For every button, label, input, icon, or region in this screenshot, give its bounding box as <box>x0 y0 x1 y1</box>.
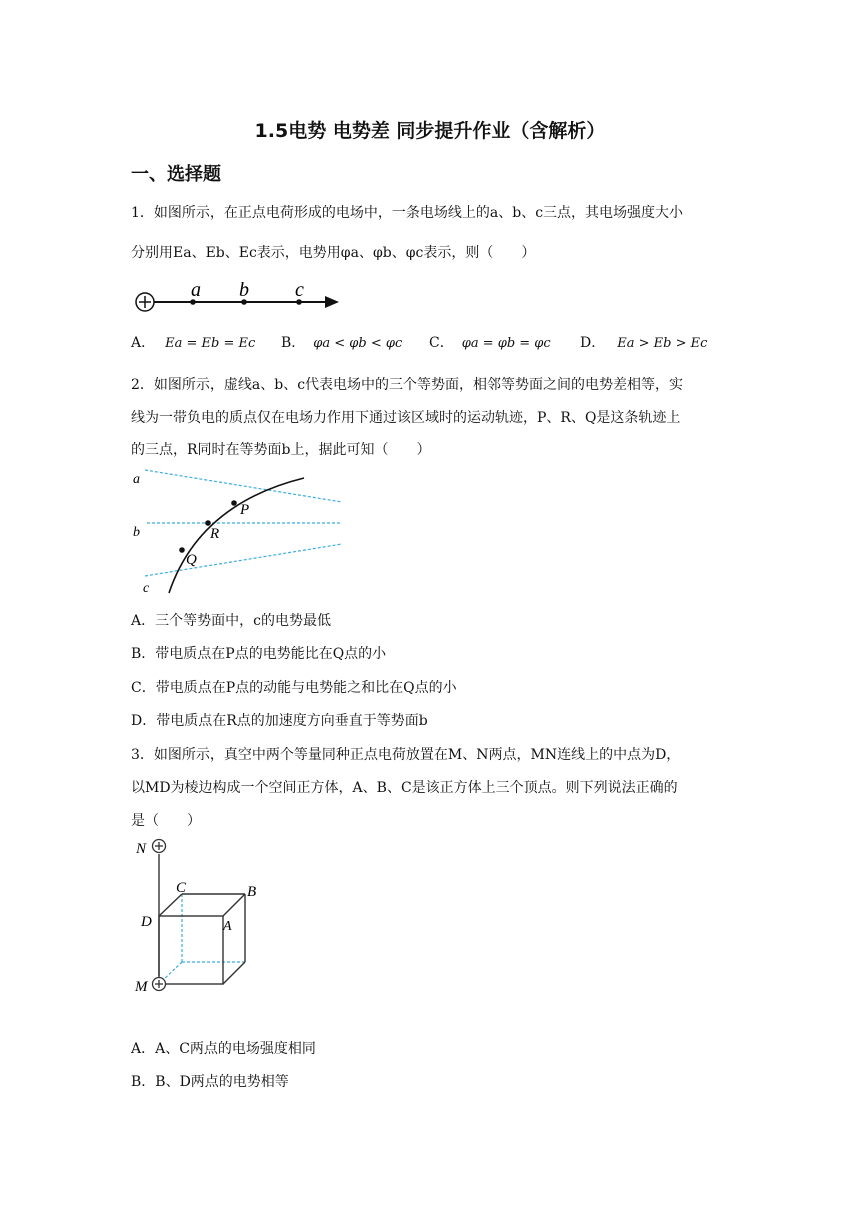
q3-figure <box>131 834 271 1000</box>
section-heading: 一、选择题 <box>131 164 221 185</box>
q2-option-a[interactable]: A．三个等势面中，c的电势最低 <box>131 613 331 629</box>
label-A: A <box>223 919 232 934</box>
arrow-head-icon <box>325 296 339 308</box>
label-a: a <box>133 472 140 487</box>
label-N: N <box>136 841 147 857</box>
q1-option-c[interactable]: C． φa = φb = φc <box>429 335 551 351</box>
equipotential-c <box>145 544 342 576</box>
label-b: b <box>133 525 140 540</box>
q3-option-a[interactable]: A．A、C两点的电场强度相同 <box>131 1041 316 1057</box>
q2-option-c[interactable]: C．带电质点在P点的动能与电势能之和比在Q点的小 <box>131 680 457 696</box>
cube-front-face <box>159 916 223 984</box>
label-c: c <box>143 581 150 596</box>
q2-text-line1: 2．如图所示，虚线a、b、c代表电场中的三个等势面，相邻等势面之间的电势差相等，实 <box>131 377 684 393</box>
q2-option-b[interactable]: B．带电质点在P点的电势能比在Q点的小 <box>131 646 387 662</box>
point-R <box>205 520 211 526</box>
label-B: B <box>247 884 257 900</box>
label-C: C <box>176 880 187 896</box>
q1-text-line2: 分别用Ea、Eb、Ec表示，电势用φa、φb、φc表示，则（ ） <box>131 245 536 261</box>
label-P: P <box>240 502 250 518</box>
trajectory-curve <box>169 478 304 593</box>
q3-text-line1: 3．如图所示，真空中两个等量同种正点电荷放置在M、N两点，MN连线上的中点为D， <box>131 747 681 763</box>
q1-option-b[interactable]: B． φa < φb < φc <box>281 335 403 351</box>
page-title: 1.5电势 电势差 同步提升作业（含解析） <box>254 120 606 142</box>
point-P <box>231 500 237 506</box>
q2-figure <box>131 464 351 598</box>
label-Q: Q <box>186 552 197 568</box>
q1-option-d[interactable]: D． Ea > Eb > Ec <box>580 335 708 351</box>
q3-text-line3: 是（ ） <box>131 813 201 829</box>
equipotential-a <box>145 470 342 502</box>
q2-text-line3: 的三点，R同时在等势面b上，据此可知（ ） <box>131 442 431 458</box>
q1-option-a[interactable]: A． Ea = Eb = Ec <box>131 335 256 351</box>
point-Q <box>179 547 185 553</box>
label-D: D <box>141 914 152 930</box>
label-c: c <box>295 282 304 301</box>
q2-option-d[interactable]: D．带电质点在R点的加速度方向垂直于等势面b <box>131 713 428 729</box>
q3-text-line2: 以MD为棱边构成一个空间正方体，A、B、C是该正方体上三个顶点。则下列说法正确的 <box>131 780 678 796</box>
q1-text-line1: 1．如图所示，在正点电荷形成的电场中，一条电场线上的a、b、c三点，其电场强度大小 <box>131 205 684 221</box>
q3-option-b[interactable]: B．B、D两点的电势相等 <box>131 1074 289 1090</box>
q2-text-line2: 线为一带负电的质点仅在电场力作用下通过该区域时的运动轨迹，P、R、Q是这条轨迹上 <box>131 410 681 426</box>
label-b: b <box>239 282 249 301</box>
label-a: a <box>191 282 201 301</box>
label-R: R <box>210 526 220 542</box>
label-M: M <box>135 979 148 995</box>
q1-figure <box>131 282 346 320</box>
